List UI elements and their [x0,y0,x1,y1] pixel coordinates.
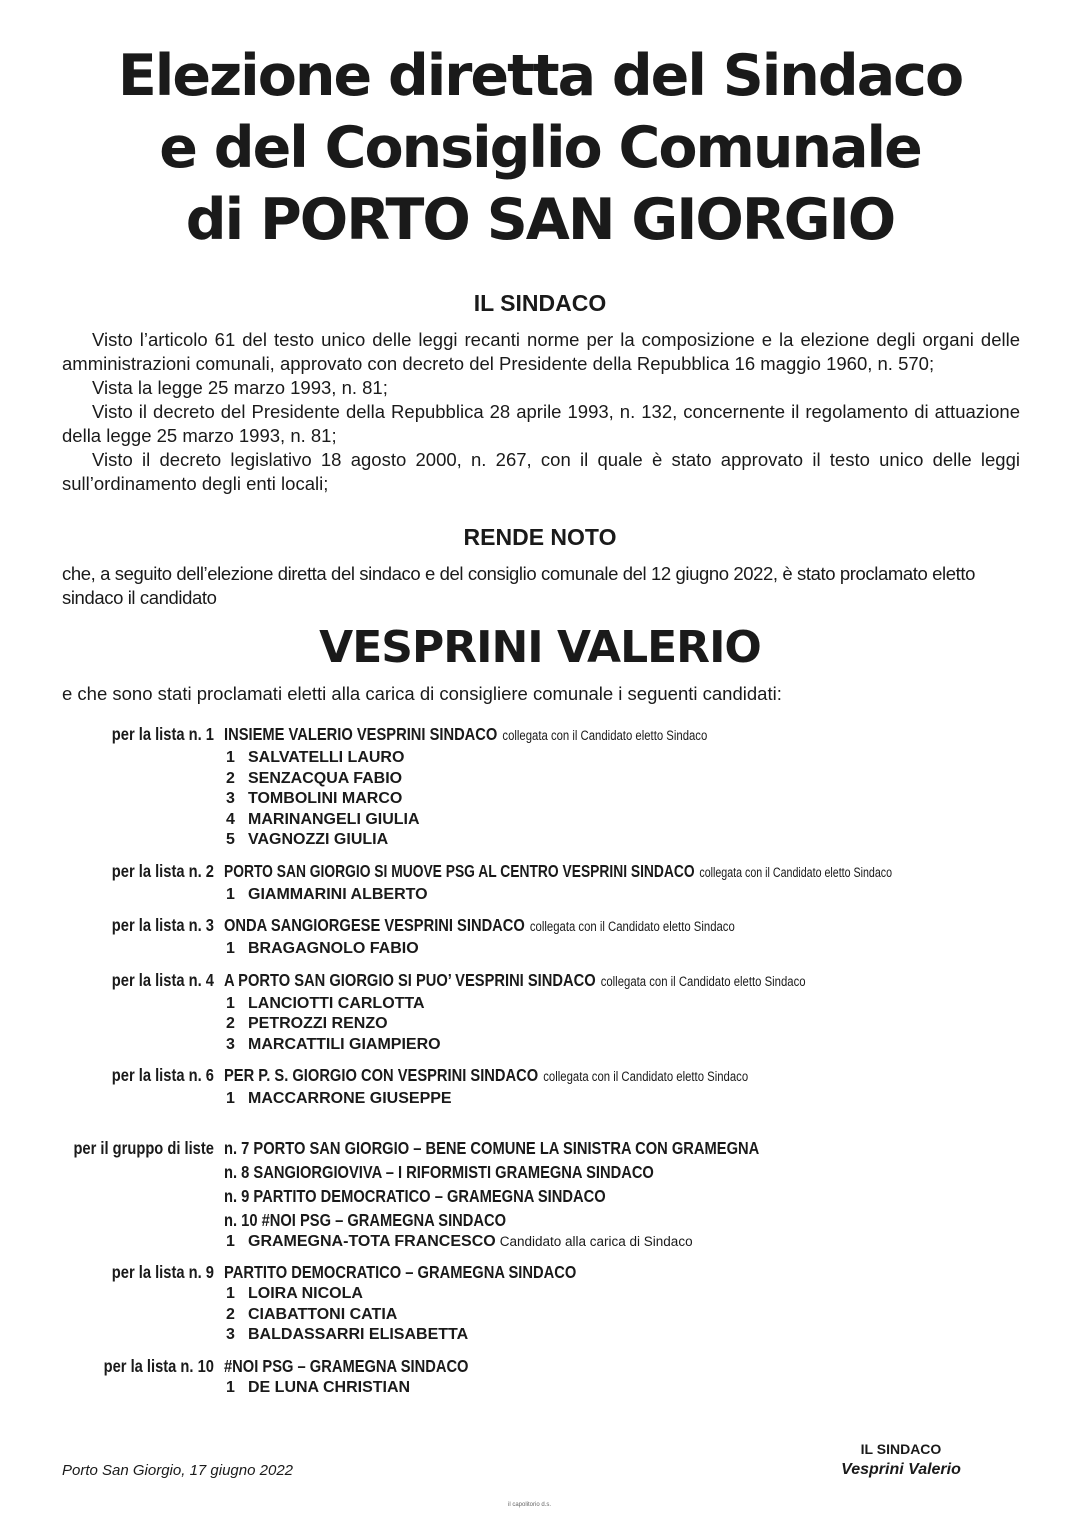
election-results [0,722,1080,1398]
candidate: 2 SENZACQUA FABIO [226,769,403,787]
elected-mayor-name: VESPRINI VALERIO [319,622,761,673]
list-entry [0,1354,1080,1399]
councillors-intro: e che sono stati proclamati eletti alla carica di consigliere comunale i seguenti candidati: [62,683,782,704]
list-label: per la lista n. 2 [111,860,214,881]
list-name: PORTO SAN GIORGIO SI MUOVE PSG AL CENTRO VESPRINI SINDACO collegata con il Candidato eletto Sindaco [224,860,893,881]
list-name: PER P. S. GIORGIO CON VESPRINI SINDACO collegata con il Candidato eletto Sindaco [224,1065,749,1085]
candidate: 5 VAGNOZZI GIULIA [226,831,389,848]
list-label: per la lista n. 3 [111,915,214,935]
candidate: 1 LOIRA NICOLA [226,1285,363,1302]
preamble [62,328,1020,496]
list-entry [0,913,1080,960]
signature-block [836,1440,966,1481]
list-entry [0,1063,1080,1110]
list-entry [0,968,1080,1056]
candidate: 3 TOMBOLINI MARCO [226,790,403,807]
candidate: 2 PETROZZI RENZO [226,1015,388,1032]
candidate-note: Candidato alla carica di Sindaco [499,1233,693,1249]
list-label: per la lista n. 10 [103,1355,214,1376]
place-and-date: Porto San Giorgio, 17 giugno 2022 [62,1462,293,1479]
group-entry [0,1136,1080,1253]
preamble-paragraph: Visto l’articolo 61 del testo unico delle leggi recanti norme per la composizione e la elezione degli organi delle amministrazioni comunali, approvato con decreto del Presidente della Repubblica 16 maggio 1960, n. 570; [62,329,1020,374]
printer-mark: il capolitorio d.s. [508,1502,552,1508]
preamble-paragraph: Vista la legge 25 marzo 1993, n. 81; [92,377,388,398]
list-name: INSIEME VALERIO VESPRINI SINDACO collegata con il Candidato eletto Sindaco [224,724,708,744]
list-label: per la lista n. 6 [111,1065,214,1085]
group-label: per il gruppo di liste [73,1137,214,1158]
candidate: 3 MARCATTILI GIAMPIERO [226,1035,441,1053]
candidate: 1 GIAMMARINI ALBERTO [226,885,428,903]
preamble-paragraph: Visto il decreto del Presidente della Repubblica 28 aprile 1993, n. 132, concernente il regolamento di attuazione della legge 25 marzo 1993, n. 81; [62,401,1020,446]
group-list-name: n. 9 PARTITO DEMOCRATICO – GRAMEGNA SINDACO [224,1185,606,1206]
announcement-text: che, a seguito dell’elezione diretta del sindaco e del consiglio comunale del 12 giugno 2022, è stato proclamato eletto sindaco il candidato [62,563,975,608]
list-entry [0,722,1080,851]
title-line-3: di PORTO SAN GIORGIO [185,187,895,253]
list-note: collegata con il Candidato eletto Sindaco [529,919,735,934]
list-label: per la lista n. 4 [111,969,214,990]
group-list-name: n. 10 #NOI PSG – GRAMEGNA SINDACO [224,1209,507,1230]
candidate: 1 DE LUNA CHRISTIAN [226,1378,411,1396]
candidate: 1 SALVATELLI LAURO [226,749,405,766]
list-entry [0,859,1080,906]
list-label: per la lista n. 9 [111,1262,214,1282]
heading-rende-noto: RENDE NOTO [463,524,617,550]
list-name: A PORTO SAN GIORGIO SI PUO’ VESPRINI SINDACO collegata con il Candidato eletto Sindaco [224,969,806,990]
poster-title [0,40,1080,256]
candidate: 1 LANCIOTTI CARLOTTA [226,994,425,1012]
list-name: ONDA SANGIORGESE VESPRINI SINDACO collegata con il Candidato eletto Sindaco [224,915,735,935]
signature-role: IL SINDACO [860,1441,942,1457]
candidate: 1 BRAGAGNOLO FABIO [226,940,419,957]
group-list-name: n. 7 PORTO SAN GIORGIO – BENE COMUNE LA SINISTRA CON GRAMEGNA [224,1137,760,1158]
title-line-1: Elezione diretta del Sindaco [117,43,963,109]
candidate: 1 GRAMEGNA-TOTA FRANCESCO Candidato alla carica di Sindaco [226,1232,693,1250]
list-note: collegata con il Candidato eletto Sindaco [699,864,893,880]
list-entry [0,1260,1080,1346]
candidate: 1 MACCARRONE GIUSEPPE [226,1090,452,1107]
signature-name: Vesprini Valerio [841,1461,961,1478]
candidate: 2 CIABATTONI CATIA [226,1305,398,1323]
list-name: PARTITO DEMOCRATICO – GRAMEGNA SINDACO [224,1262,577,1282]
candidate: 4 MARINANGELI GIULIA [226,810,420,828]
group-list-name: n. 8 SANGIORGIOVIVA – I RIFORMISTI GRAMEGNA SINDACO [224,1161,654,1182]
preamble-paragraph: Visto il decreto legislativo 18 agosto 2000, n. 267, con il quale è stato approvato il testo unico delle leggi sull’ordinamento degli enti locali; [62,449,1020,494]
list-note: collegata con il Candidato eletto Sindaco [600,973,806,989]
list-label: per la lista n. 1 [111,724,214,744]
list-note: collegata con il Candidato eletto Sindaco [502,728,708,743]
heading-il-sindaco: IL SINDACO [473,290,607,316]
announcement [62,562,1020,610]
list-name: #NOI PSG – GRAMEGNA SINDACO [224,1355,469,1376]
list-note: collegata con il Candidato eletto Sindaco [543,1069,749,1084]
title-line-2: e del Consiglio Comunale [159,115,921,181]
candidate: 3 BALDASSARRI ELISABETTA [226,1326,469,1343]
